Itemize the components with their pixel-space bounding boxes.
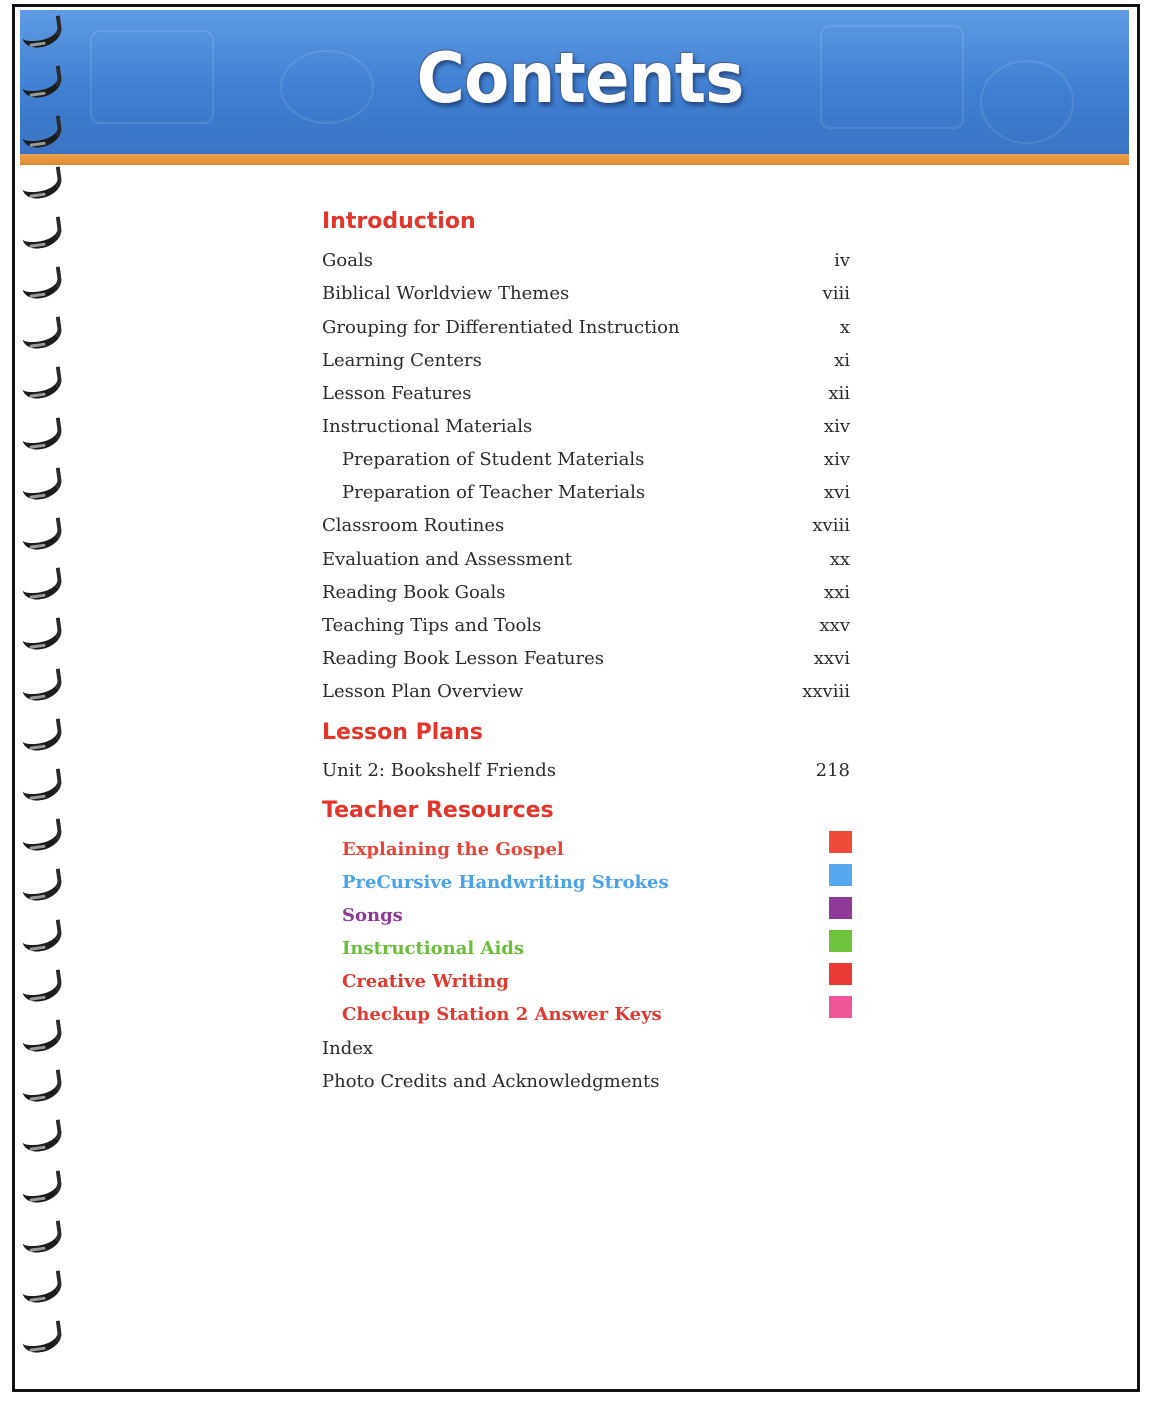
toc-entry[interactable]: [322, 681, 850, 707]
resource-entry[interactable]: [322, 839, 850, 865]
toc-entry-label: Reading Book Goals: [322, 582, 506, 603]
spiral-coil: [20, 1120, 64, 1154]
spiral-coil: [20, 668, 64, 702]
toc-entry-credits[interactable]: [322, 1071, 850, 1097]
section-heading-teacher-resources: Teacher Resources: [322, 798, 554, 823]
toc-entry-page: xxviii: [802, 681, 850, 702]
toc-entry-label: Goals: [322, 250, 373, 271]
resource-entry-label: Creative Writing: [342, 971, 509, 992]
toc-entry-label: Learning Centers: [322, 350, 482, 371]
toc-entry-label: Evaluation and Assessment: [322, 549, 572, 570]
toc-entry-label: Photo Credits and Acknowledgments: [322, 1071, 660, 1092]
resource-entry[interactable]: [322, 872, 850, 898]
resource-entry[interactable]: [322, 1004, 850, 1030]
spiral-coil: [20, 819, 64, 853]
toc-entry[interactable]: [322, 283, 850, 309]
color-tab-swatch: [829, 864, 852, 886]
toc-entry-page: iv: [834, 250, 850, 271]
spiral-coil: [20, 467, 64, 501]
resource-entry-label: Checkup Station 2 Answer Keys: [342, 1004, 662, 1025]
spiral-coil: [20, 969, 64, 1003]
spiral-coil: [20, 517, 64, 551]
spiral-coil: [20, 417, 64, 451]
color-tab-swatch: [829, 831, 852, 853]
resource-entry[interactable]: [322, 905, 850, 931]
spiral-coil: [20, 568, 64, 602]
spiral-coil: [20, 15, 64, 49]
toc-subentry[interactable]: [322, 449, 850, 475]
spiral-coil: [20, 718, 64, 752]
spiral-coil: [20, 1170, 64, 1204]
spiral-coil: [20, 768, 64, 802]
toc-entry-label: Lesson Features: [322, 383, 472, 404]
toc-entry[interactable]: [322, 383, 850, 409]
toc-entry-page: xxv: [819, 615, 850, 636]
resource-entry[interactable]: [322, 971, 850, 997]
toc-entry[interactable]: [322, 582, 850, 608]
toc-entry-label: Teaching Tips and Tools: [322, 615, 542, 636]
spiral-coil: [20, 116, 64, 150]
resource-entry-label: Explaining the Gospel: [342, 839, 564, 860]
color-tab-swatch: [829, 963, 852, 985]
spiral-coil: [20, 367, 64, 401]
toc-entry[interactable]: [322, 317, 850, 343]
spiral-binding: [20, 18, 64, 1368]
toc-entry[interactable]: [322, 648, 850, 674]
color-tab-swatch: [829, 897, 852, 919]
toc-entry-label: Preparation of Student Materials: [342, 449, 645, 470]
spiral-coil: [20, 919, 64, 953]
toc-entry-page: xx: [829, 549, 850, 570]
header-stripe: [20, 154, 1129, 165]
toc-entry-label: Preparation of Teacher Materials: [342, 482, 646, 503]
spiral-coil: [20, 216, 64, 250]
toc-entry-label: Lesson Plan Overview: [322, 681, 524, 702]
toc-entry-label: Index: [322, 1038, 374, 1059]
spiral-coil: [20, 266, 64, 300]
resource-entry-label: Songs: [342, 905, 403, 926]
toc-entry-page: xxvi: [813, 648, 850, 669]
toc-entry[interactable]: [322, 615, 850, 641]
section-heading-lesson-plans: Lesson Plans: [322, 720, 483, 745]
toc-entry-label: Grouping for Differentiated Instruction: [322, 317, 680, 338]
toc-entry-page: viii: [822, 283, 850, 304]
spiral-coil: [20, 869, 64, 903]
toc-entry-label: Unit 2: Bookshelf Friends: [322, 760, 556, 781]
spiral-coil: [20, 1220, 64, 1254]
toc-entry[interactable]: [322, 515, 850, 541]
toc-entry[interactable]: [322, 760, 850, 786]
toc-entry-page: 218: [815, 760, 850, 781]
section-heading-introduction: Introduction: [322, 209, 476, 234]
toc-entry-page: xviii: [812, 515, 850, 536]
toc-entry[interactable]: [322, 416, 850, 442]
color-tab-swatch: [829, 930, 852, 952]
spiral-coil: [20, 66, 64, 100]
spiral-coil: [20, 1070, 64, 1104]
toc-entry[interactable]: [322, 250, 850, 276]
toc-entry[interactable]: [322, 549, 850, 575]
spiral-coil: [20, 317, 64, 351]
toc-entry-index[interactable]: [322, 1038, 850, 1064]
toc-entry-page: xvi: [823, 482, 850, 503]
toc-entry-page: xiv: [823, 416, 850, 437]
spiral-coil: [20, 166, 64, 200]
resource-entry[interactable]: [322, 938, 850, 964]
page-title: Contents: [416, 38, 744, 119]
toc-entry-label: Biblical Worldview Themes: [322, 283, 570, 304]
resource-entry-label: PreCursive Handwriting Strokes: [342, 872, 669, 893]
spiral-coil: [20, 1270, 64, 1304]
toc-subentry[interactable]: [322, 482, 850, 508]
toc-entry[interactable]: [322, 350, 850, 376]
toc-entry-label: Instructional Materials: [322, 416, 533, 437]
toc-entry-page: x: [839, 317, 850, 338]
toc-entry-page: xiv: [823, 449, 850, 470]
spiral-coil: [20, 618, 64, 652]
toc-entry-page: xxi: [823, 582, 850, 603]
resource-entry-label: Instructional Aids: [342, 938, 525, 959]
toc-entry-page: xii: [828, 383, 850, 404]
spiral-coil: [20, 1321, 64, 1355]
toc-entry-label: Reading Book Lesson Features: [322, 648, 605, 669]
toc-entry-label: Classroom Routines: [322, 515, 505, 536]
spiral-coil: [20, 1019, 64, 1053]
toc-entry-page: xi: [834, 350, 850, 371]
color-tab-swatch: [829, 996, 852, 1018]
